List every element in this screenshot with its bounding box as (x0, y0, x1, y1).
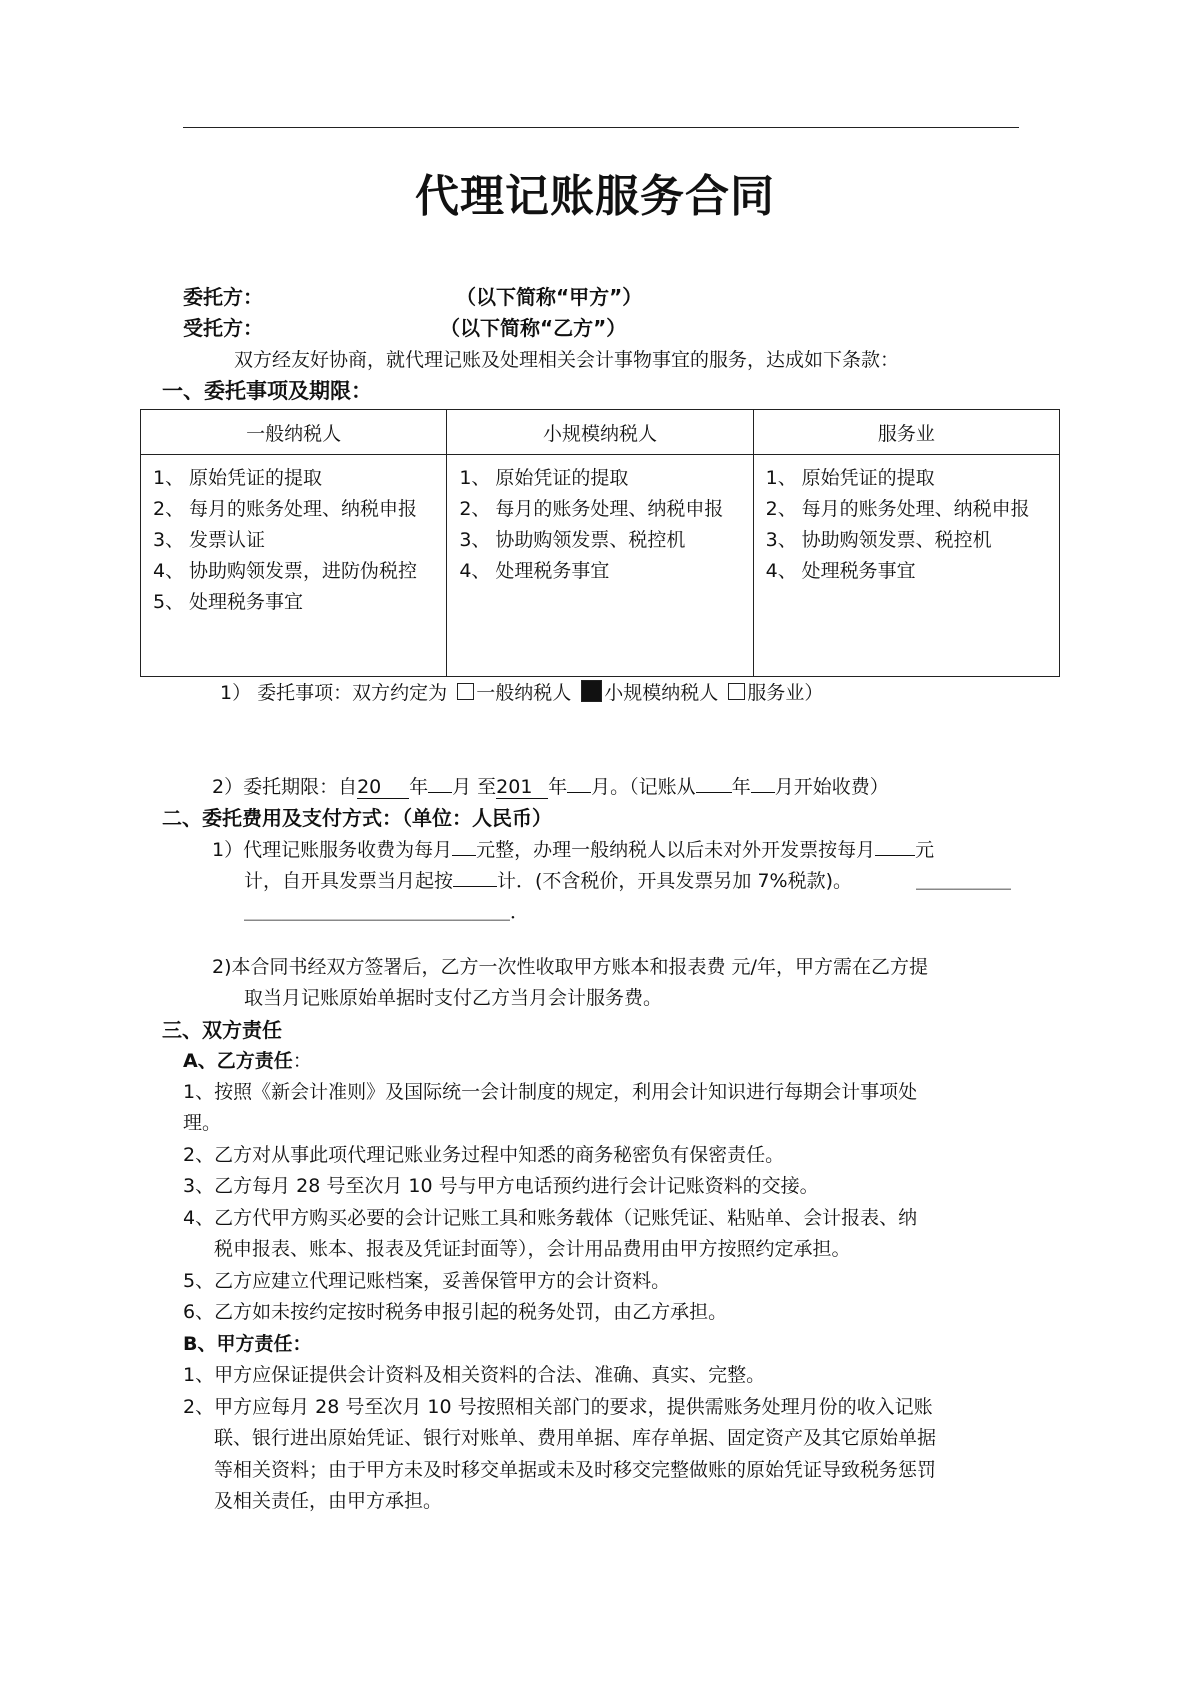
monthly-fee-field[interactable] (452, 855, 476, 856)
section2-heading: 二、委托费用及支付方式：（单位：人民币） (162, 806, 552, 830)
party-b-heading (183, 1047, 312, 1075)
list-item: 3、 协助购领发票、税控机 (459, 529, 686, 551)
column-general-taxpayer (141, 455, 447, 677)
commission-item-line (220, 679, 823, 707)
party-b-heading-text: A、乙方责任 (183, 1050, 293, 1072)
commission-period-line (212, 773, 889, 801)
invoice-fee-field[interactable] (453, 886, 497, 887)
table-row (141, 455, 1060, 677)
billing-month-field[interactable] (751, 792, 775, 793)
no-invoice-fee-field[interactable] (875, 855, 915, 856)
party-b-colon: ： (292, 1050, 312, 1072)
option-general-taxpayer-label: 一般纳税人 (476, 682, 572, 704)
list-item: 3、 发票认证 (153, 529, 266, 551)
checkbox-service-industry[interactable] (728, 683, 745, 700)
principal-label: 委托方： (183, 285, 263, 309)
billing-tail-text: 月开始收费） (774, 776, 889, 798)
year-text: 年 (731, 776, 751, 798)
party-a-item-2-line-2: 联、银行进出原始凭证、银行对账单、费用单据、库存单据、固定资产及其它原始单据 (214, 1427, 937, 1449)
fee-text: 计．(不含税价，开具发票另加 7%税款)。 (497, 870, 853, 892)
header-general-taxpayer: 一般纳税人 (141, 410, 447, 455)
checkbox-general-taxpayer[interactable] (457, 683, 474, 700)
year-text: 年 (409, 776, 429, 798)
fee-blank-dashes: ＿＿＿＿＿ (916, 870, 1012, 892)
agent-abbr: （以下简称“乙方”） (440, 316, 627, 340)
commission-item-prefix: 1） 委托事项：双方约定为 (220, 682, 448, 704)
period-label: 2）委托期限：自 (212, 776, 358, 798)
party-a-heading: B、甲方责任： (183, 1333, 312, 1355)
list-item: 3、 协助购领发票、税控机 (765, 529, 992, 551)
fee-text: 1）代理记账服务收费为每月 (212, 839, 453, 861)
fee-text: 元整，办理一般纳税人以后未对外开发票按每月 (476, 839, 876, 861)
month-to-text: 月 至 (452, 776, 497, 798)
list-item: 2、 每月的账务处理、纳税申报 (459, 498, 724, 520)
service-table (140, 409, 1060, 677)
agent-label: 受托方： (183, 316, 263, 340)
end-year-field[interactable]: 201 (496, 776, 548, 799)
party-b-item-1-line-1: 1、按照《新会计准则》及国际统一会计制度的规定，利用会计知识进行每期会计事项处 (183, 1081, 918, 1103)
list-item: 4、 处理税务事宜 (459, 560, 610, 582)
option-small-taxpayer-label: 小规模纳税人 (604, 682, 719, 704)
header-rule (183, 127, 1019, 128)
list-item: 1、 原始凭证的提取 (459, 467, 629, 489)
fee-line-2 (244, 867, 852, 895)
column-small-taxpayer (447, 455, 753, 677)
party-b-item-2: 2、乙方对从事此项代理记账业务过程中知悉的商务秘密负有保密责任。 (183, 1144, 785, 1166)
header-service-industry: 服务业 (753, 410, 1059, 455)
list-item: 2、 每月的账务处理、纳税申报 (153, 498, 418, 520)
column-service-industry (753, 455, 1059, 677)
fee-line-3: ＿＿＿＿＿＿＿＿＿＿＿＿＿＿． (244, 901, 530, 923)
start-month-field[interactable] (428, 792, 452, 793)
option-service-industry-label: 服务业） (747, 682, 824, 704)
year-text: 年 (548, 776, 568, 798)
table-header-row (141, 410, 1060, 455)
party-a-item-2-line-3: 等相关资料；由于甲方未及时移交单据或未及时移交完整做账的原始凭证导致税务惩罚 (214, 1459, 937, 1481)
page-title: 代理记账服务合同 (415, 171, 775, 222)
party-b-item-4-line-2: 税申报表、账本、报表及凭证封面等），会计用品费用由甲方按照约定承担。 (214, 1238, 851, 1260)
list-item: 1、 原始凭证的提取 (153, 467, 323, 489)
party-a-item-2-line-4: 及相关责任，由甲方承担。 (214, 1490, 443, 1512)
list-item: 1、 原始凭证的提取 (765, 467, 935, 489)
list-item: 5、 处理税务事宜 (153, 591, 304, 613)
party-a-item-1: 1、甲方应保证提供会计资料及相关资料的合法、准确、真实、完整。 (183, 1364, 766, 1386)
section1-heading: 一、委托事项及期限： (162, 379, 372, 403)
list-item: 2、 每月的账务处理、纳税申报 (765, 498, 1030, 520)
end-month-field[interactable] (567, 792, 591, 793)
checkbox-small-taxpayer[interactable] (581, 680, 602, 702)
fee-paragraph-2-line-2: 取当月记账原始单据时支付乙方当月会计服务费。 (244, 987, 663, 1009)
start-year-field[interactable]: 20 (357, 776, 409, 799)
billing-from-text: 月。（记账从 (591, 776, 696, 798)
list-item: 4、 处理税务事宜 (765, 560, 916, 582)
party-b-item-3: 3、乙方每月 28 号至次月 10 号与甲方电话预约进行会计记账资料的交接。 (183, 1175, 819, 1197)
section3-heading: 三、双方责任 (162, 1018, 282, 1042)
intro-text: 双方经友好协商，就代理记账及处理相关会计事物事宜的服务，达成如下条款： (234, 349, 900, 371)
principal-abbr: （以下简称“甲方”） (456, 285, 643, 309)
party-b-item-4-line-1: 4、乙方代甲方购买必要的会计记账工具和账务载体（记账凭证、粘贴单、会计报表、纳 (183, 1207, 918, 1229)
billing-year-field[interactable] (696, 792, 732, 793)
fee-paragraph-2-line-1: 2)本合同书经双方签署后，乙方一次性收取甲方账本和报表费 元/年，甲方需在乙方提 (212, 956, 928, 978)
fee-line-1 (212, 836, 934, 864)
party-a-item-2-line-1: 2、甲方应每月 28 号至次月 10 号按照相关部门的要求，提供需账务处理月份的收入记账 (183, 1396, 933, 1418)
party-b-item-1-line-2: 理。 (183, 1112, 222, 1134)
fee-text: 元 (915, 839, 935, 861)
list-item: 4、 协助购领发票，进防伪税控 (153, 560, 418, 582)
party-b-item-5: 5、乙方应建立代理记账档案，妥善保管甲方的会计资料。 (183, 1270, 671, 1292)
party-b-item-6: 6、乙方如未按约定按时税务申报引起的税务处罚，由乙方承担。 (183, 1301, 728, 1323)
header-small-taxpayer: 小规模纳税人 (447, 410, 753, 455)
fee-text: 计，自开具发票当月起按 (244, 870, 454, 892)
